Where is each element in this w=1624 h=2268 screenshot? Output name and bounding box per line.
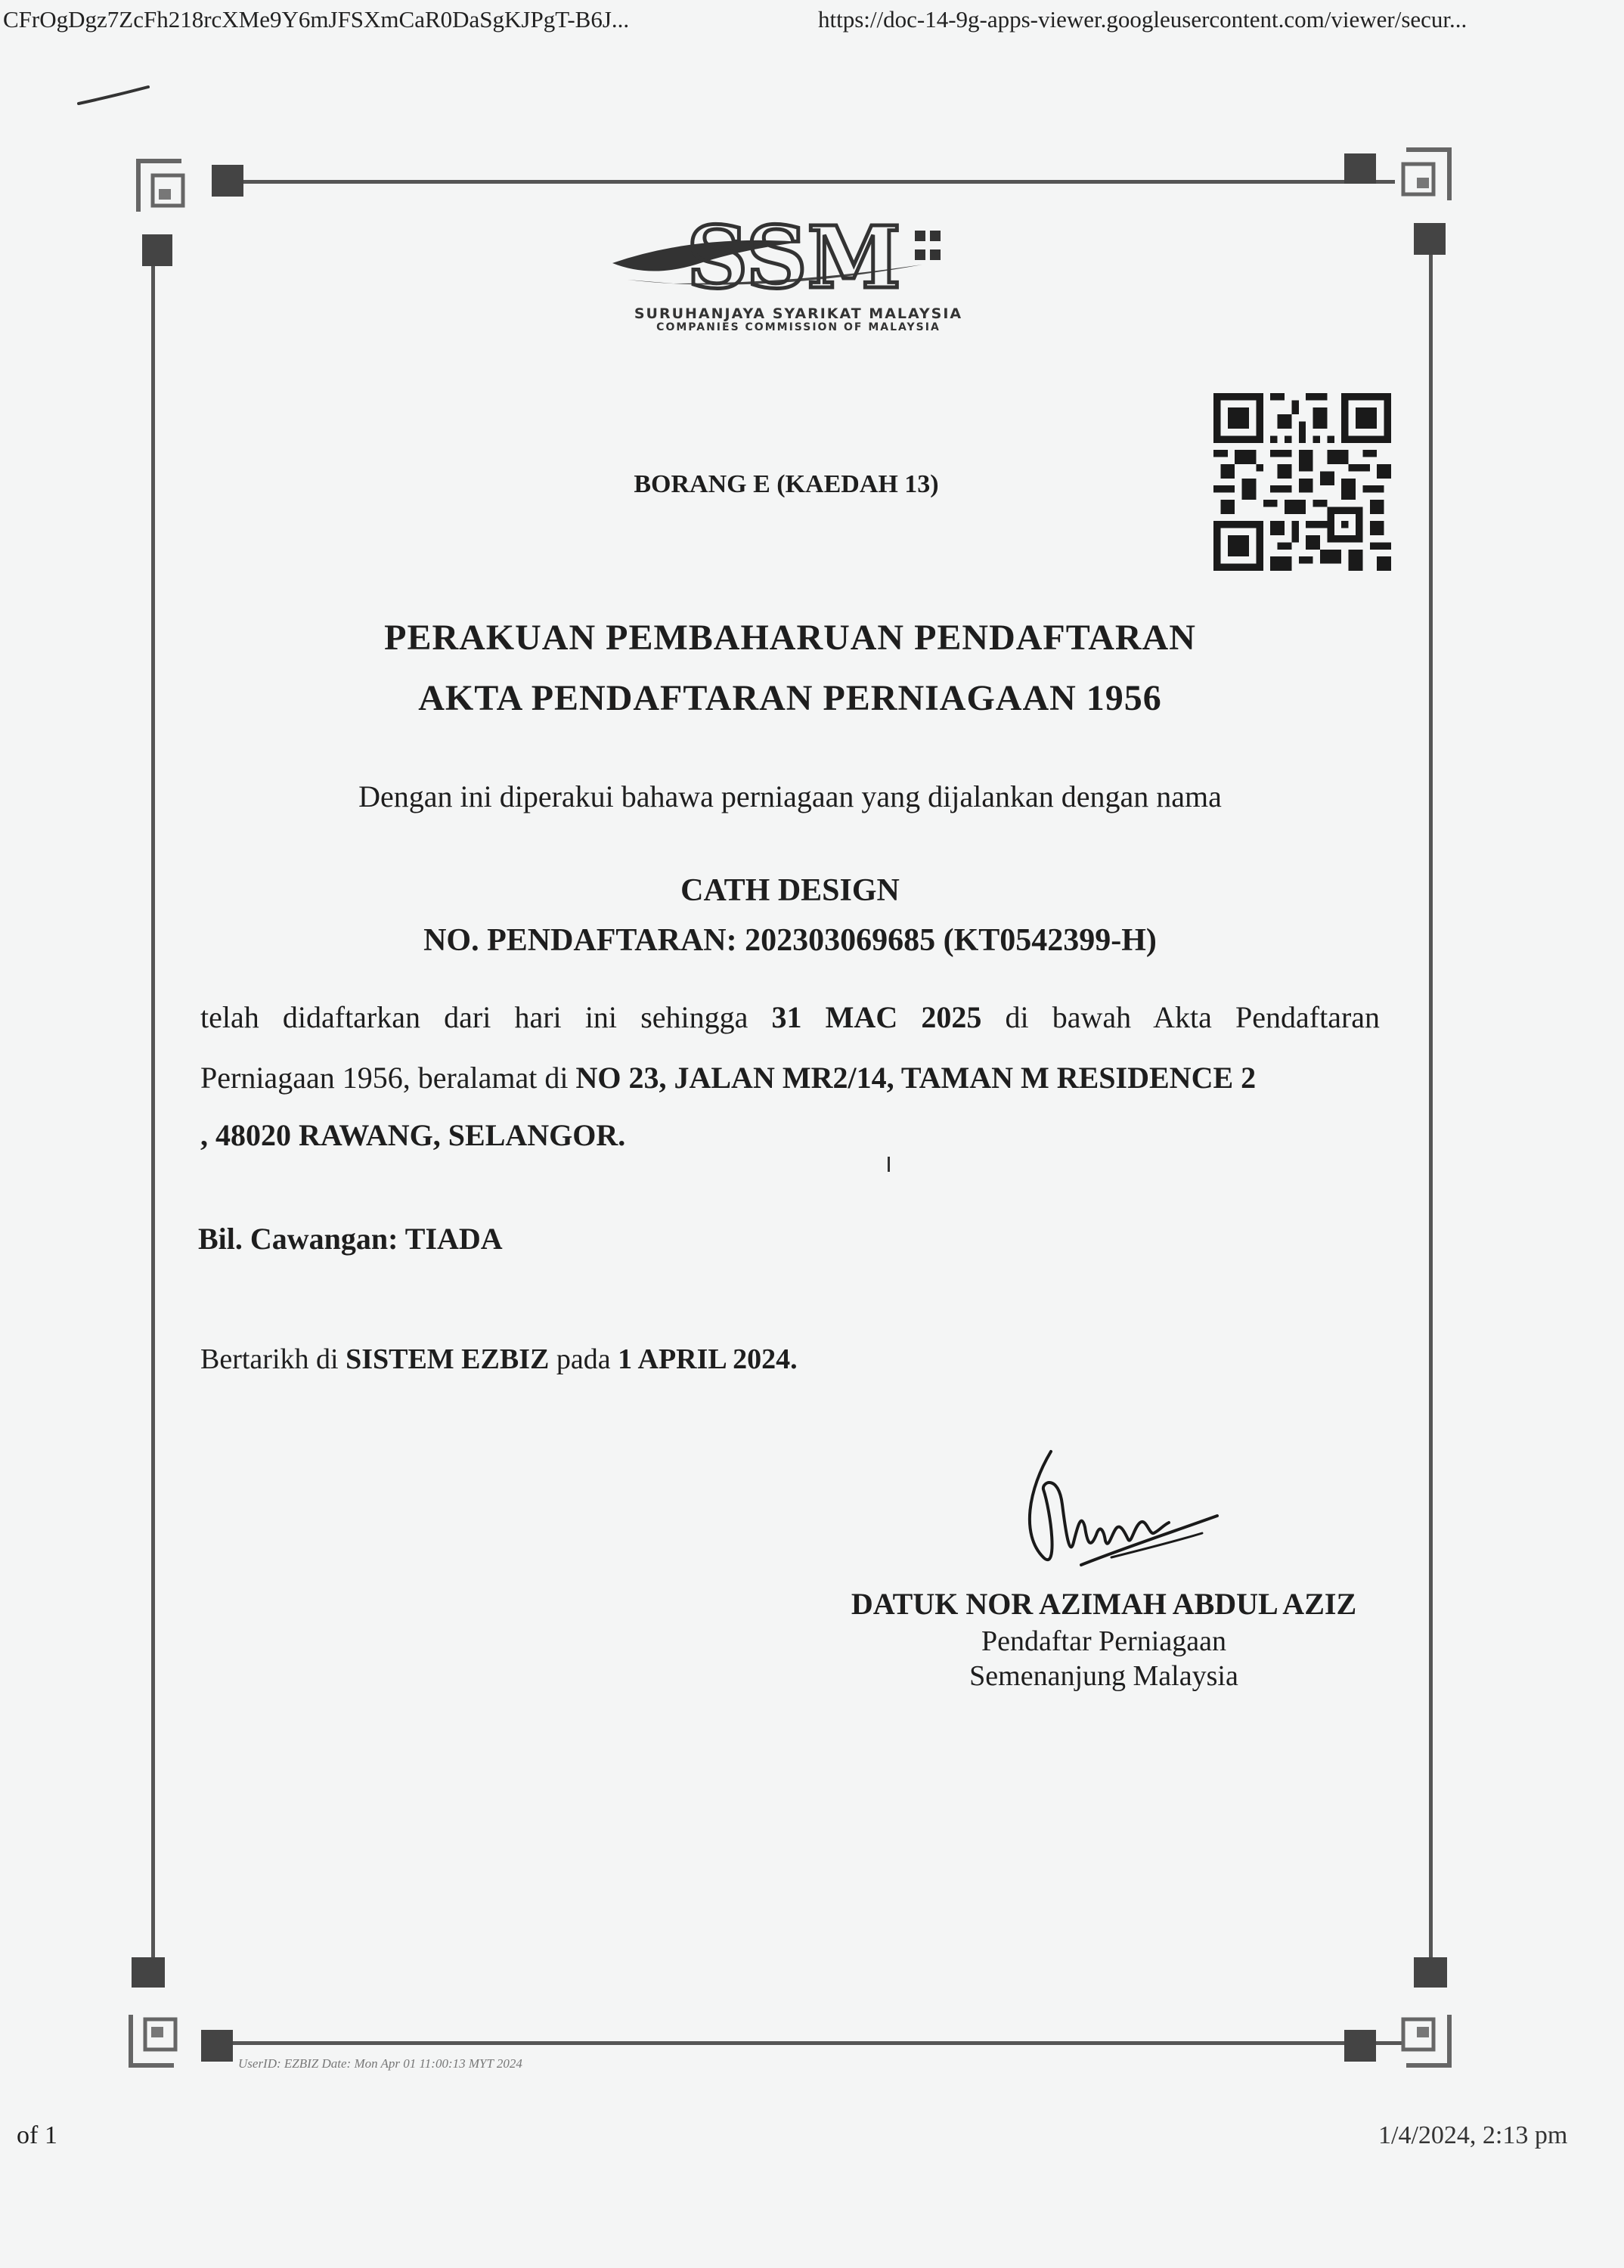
- branch-line: [198, 1221, 503, 1256]
- signatory-region: Semenanjung Malaysia: [969, 1660, 1238, 1692]
- print-page-count: of 1: [17, 2121, 57, 2149]
- print-timestamp: 1/4/2024, 2:13 pm: [1378, 2121, 1568, 2149]
- registration-label: NO. PENDAFTARAN:: [423, 923, 737, 958]
- corner-ornament-top-right: [1338, 147, 1452, 261]
- corner-ornament-top-left: [136, 159, 249, 272]
- form-label: BORANG E (KAEDAH 13): [634, 470, 939, 498]
- signatory-block: [809, 1586, 1399, 1693]
- footer-meta: UserID: EZBIZ Date: Mon Apr 01 11:00:13 MYT 2024: [238, 2056, 522, 2071]
- corner-ornament-bottom-right: [1338, 1954, 1452, 2068]
- pen-mark: [76, 79, 159, 110]
- intro-text: Dengan ini diperakui bahawa perniagaan yang dijalankan dengan nama: [358, 779, 1222, 813]
- body-line-2: [200, 1048, 1380, 1108]
- ssm-logo-letters: SSM: [686, 212, 901, 302]
- body-part2: di bawah Akta Pendaftaran: [1005, 1000, 1381, 1034]
- ssm-logo: [605, 212, 975, 340]
- dated-system: SISTEM EZBIZ: [346, 1343, 550, 1375]
- print-header-left: ​CFrOgDgz7ZcFh218rcXMe9Y6mJFSXmCaR0DaSgKJPgT-B6J...: [3, 6, 630, 33]
- body-part3: Perniagaan 1956, beralamat di: [200, 1061, 569, 1095]
- branch-value: TIADA: [404, 1222, 503, 1256]
- dated-prefix: Bertarikh di: [200, 1343, 339, 1375]
- print-header-url: https://doc-14-9g-apps-viewer.googleusercontent.com/viewer/secur...: [818, 6, 1467, 33]
- registration-number: 202303069685 (KT0542399-H): [745, 923, 1157, 958]
- corner-ornament-bottom-left: [129, 1954, 242, 2068]
- signatory-name: DATUK NOR AZIMAH ABDUL AZIZ: [851, 1587, 1357, 1621]
- business-name: CATH DESIGN: [680, 873, 900, 908]
- signature-image: [998, 1444, 1225, 1588]
- ssm-logo-mark: [605, 212, 975, 302]
- ssm-logo-line1: SURUHANJAYA SYARIKAT MALAYSIA: [634, 305, 963, 322]
- address-line1: NO 23, JALAN MR2/14, TAMAN M RESIDENCE 2: [575, 1061, 1257, 1095]
- certificate-title-line2: AKTA PENDAFTARAN PERNIAGAAN 1956: [418, 678, 1162, 718]
- stray-mark: [888, 1157, 890, 1172]
- valid-until-date: 31 MAC 2025: [771, 1000, 982, 1034]
- body-line-1: [200, 987, 1380, 1048]
- signatory-title: Pendaftar Perniagaan: [981, 1625, 1226, 1657]
- dated-mid: pada: [556, 1343, 611, 1375]
- dated-date: 1 APRIL 2024.: [618, 1343, 798, 1375]
- ssm-logo-line2: COMPANIES COMMISSION OF MALAYSIA: [656, 321, 941, 333]
- body-part1: telah didaftarkan dari hari ini sehingga: [200, 1000, 748, 1034]
- branch-label: Bil. Cawangan:: [198, 1222, 398, 1256]
- certificate-title-line1: PERAKUAN PEMBAHARUAN PENDAFTARAN: [384, 618, 1196, 658]
- dated-line: [200, 1343, 798, 1376]
- registration-line: [227, 922, 1353, 959]
- address-line2: , 48020 RAWANG, SELANGOR.: [200, 1118, 626, 1152]
- qr-code: [1213, 393, 1391, 571]
